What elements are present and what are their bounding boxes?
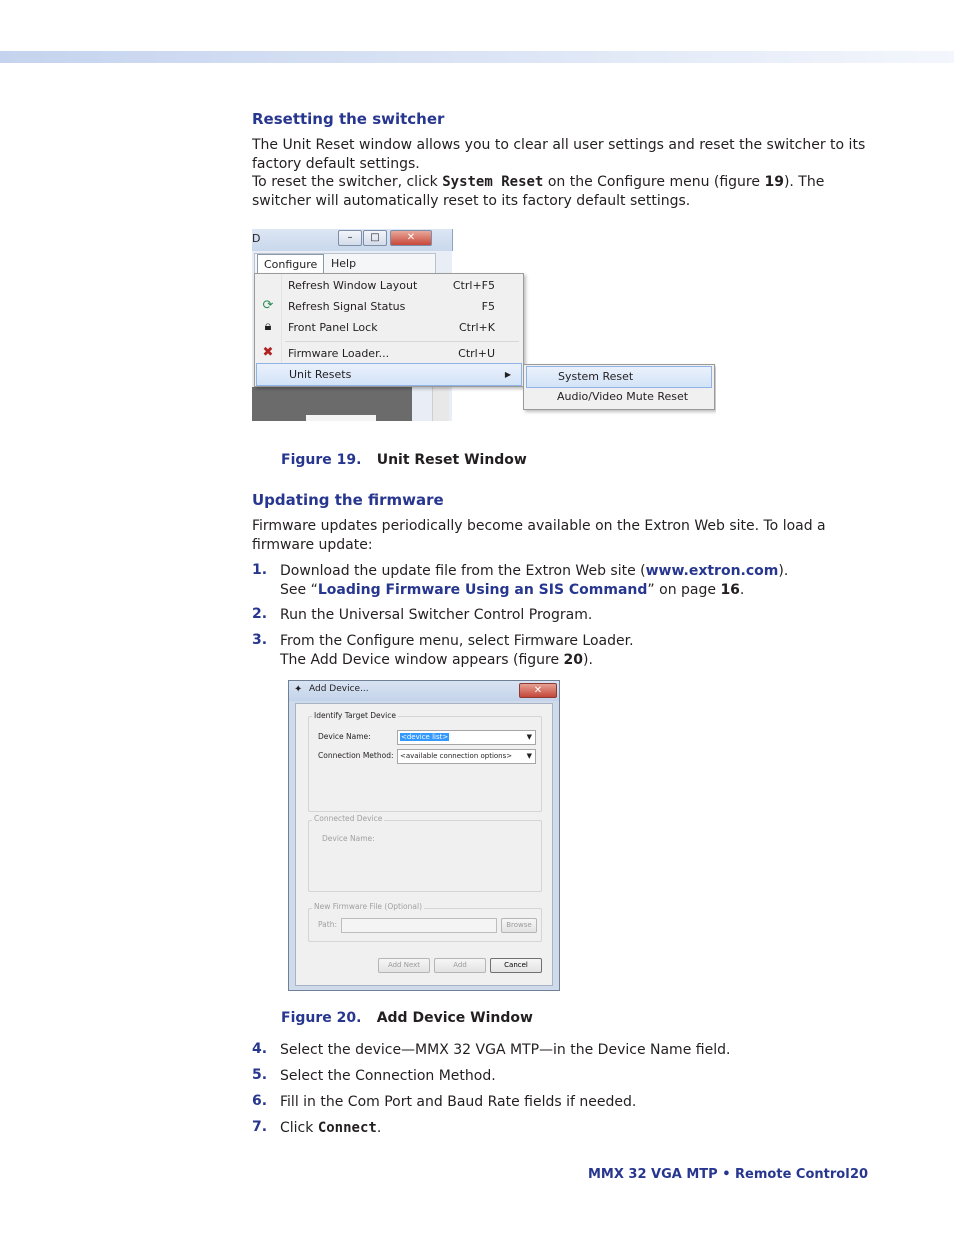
cancel-button[interactable]: Cancel <box>490 958 542 973</box>
configure-dropdown-menu <box>254 273 524 387</box>
connection-method-label: Connection Method: <box>318 751 394 760</box>
unit-resets-submenu <box>523 364 715 410</box>
add-device-title: Add Device... <box>309 684 369 694</box>
identify-target-device-label: Identify Target Device <box>314 711 396 720</box>
submenu-arrow-icon: ▶ <box>504 370 511 379</box>
browse-button[interactable]: Browse <box>501 918 537 933</box>
menu-help[interactable]: Help <box>331 257 357 270</box>
connected-device-group <box>308 820 542 892</box>
device-name-label: Device Name: <box>318 732 371 741</box>
add-device-titlebar <box>289 681 559 701</box>
new-firmware-file-label: New Firmware File (Optional) <box>314 902 422 911</box>
menu-item-refresh-signal-status[interactable]: ⟳ Refresh Signal Status F5 <box>262 298 495 313</box>
step-number-6: 6. <box>252 1093 268 1109</box>
system-reset-command: System Reset <box>442 174 544 190</box>
header-gradient-bar <box>0 51 954 63</box>
step-4-text: Select the device—MMX 32 VGA MTP—in the Device Name field. <box>280 1042 731 1058</box>
figure-20-caption: Figure 20. Add Device Window <box>281 1010 533 1026</box>
add-device-body <box>295 703 553 986</box>
step-1-text: Download the update file from the Extron Web site (www.extron.com). <box>280 563 789 579</box>
firmware-intro-paragraph: Firmware updates periodically become available on the Extron Web site. To load a firmware update: <box>252 518 826 553</box>
menu-configure[interactable]: Configure <box>257 254 324 275</box>
path-label: Path: <box>318 920 338 929</box>
footer-title: MMX 32 VGA MTP • Remote Control <box>588 1167 850 1182</box>
close-icon[interactable]: ✕ <box>390 230 432 246</box>
step-1-see-also: See “Loading Firmware Using an SIS Command” on page 16. <box>280 582 745 598</box>
minimize-icon[interactable]: – <box>338 230 362 246</box>
page-number: 20 <box>850 1167 869 1182</box>
tools-icon: ✖ <box>262 345 274 360</box>
extron-web-link[interactable]: www.extron.com <box>645 563 779 579</box>
chevron-down-icon: ▼ <box>526 733 532 741</box>
menu-item-system-reset[interactable]: System Reset <box>526 366 712 388</box>
refresh-icon: ⟳ <box>262 298 274 313</box>
step-6-text: Fill in the Com Port and Baud Rate fields if needed. <box>280 1094 637 1110</box>
figure-19-caption: Figure 19. Unit Reset Window <box>281 452 527 468</box>
maximize-icon[interactable]: □ <box>363 230 387 246</box>
connected-device-name-label: Device Name: <box>322 834 375 843</box>
device-name-select[interactable]: <device list> ▼ <box>397 730 536 745</box>
app-window-titlebar: D – □ ✕ <box>252 229 453 251</box>
step-3-text: From the Configure menu, select Firmware Loader. <box>280 633 634 649</box>
step-number-5: 5. <box>252 1067 268 1083</box>
app-icon: ✦ <box>294 684 303 695</box>
path-input[interactable] <box>341 918 497 933</box>
connect-command: Connect <box>317 1120 377 1136</box>
section-heading-updating-firmware: Updating the firmware <box>252 491 444 509</box>
resetting-paragraph-2: To reset the switcher, click System Reset on the Configure menu (figure 19). The switcher will automatically reset to its factory default settings. <box>252 174 825 209</box>
add-button[interactable]: Add <box>434 958 486 973</box>
step-5-text: Select the Connection Method. <box>280 1068 496 1084</box>
step-number-7: 7. <box>252 1119 268 1135</box>
step-3-result: The Add Device window appears (figure 20). <box>280 652 593 668</box>
menu-item-av-mute-reset[interactable]: Audio/Video Mute Reset <box>557 390 689 403</box>
close-icon[interactable]: ✕ <box>519 683 557 698</box>
menu-item-front-panel-lock[interactable]: 🔒︎ Front Panel Lock Ctrl+K <box>255 317 523 338</box>
menu-item-refresh-window-layout[interactable]: Refresh Window Layout Ctrl+F5 <box>288 279 495 292</box>
step-number-3: 3. <box>252 632 268 648</box>
step-number-4: 4. <box>252 1041 268 1057</box>
add-next-button[interactable]: Add Next <box>378 958 430 973</box>
lock-icon: 🔒︎ <box>264 319 272 334</box>
figure-19-unit-reset-window <box>252 229 716 421</box>
loading-firmware-sis-link[interactable]: Loading Firmware Using an SIS Command <box>317 582 648 598</box>
section-heading-resetting: Resetting the switcher <box>252 110 445 128</box>
menu-item-firmware-loader[interactable]: ✖ Firmware Loader... Ctrl+U <box>262 345 495 360</box>
step-number-1: 1. <box>252 562 268 578</box>
menu-bar <box>254 253 436 275</box>
step-2-text: Run the Universal Switcher Control Program. <box>280 607 593 623</box>
menu-separator <box>285 341 519 342</box>
connection-method-select[interactable]: <available connection options> ▼ <box>397 749 536 764</box>
app-window-lower-panel <box>306 415 376 421</box>
figure-20-add-device-window <box>288 680 560 991</box>
step-number-2: 2. <box>252 606 268 622</box>
menu-item-unit-resets[interactable]: Unit Resets ▶ <box>256 363 522 386</box>
resetting-paragraph-1: The Unit Reset window allows you to clear all user settings and reset the switcher to its factory default settings. <box>252 137 866 172</box>
chevron-down-icon: ▼ <box>526 752 532 760</box>
step-7-text: Click Connect. <box>280 1120 382 1136</box>
connected-device-label: Connected Device <box>314 814 383 823</box>
